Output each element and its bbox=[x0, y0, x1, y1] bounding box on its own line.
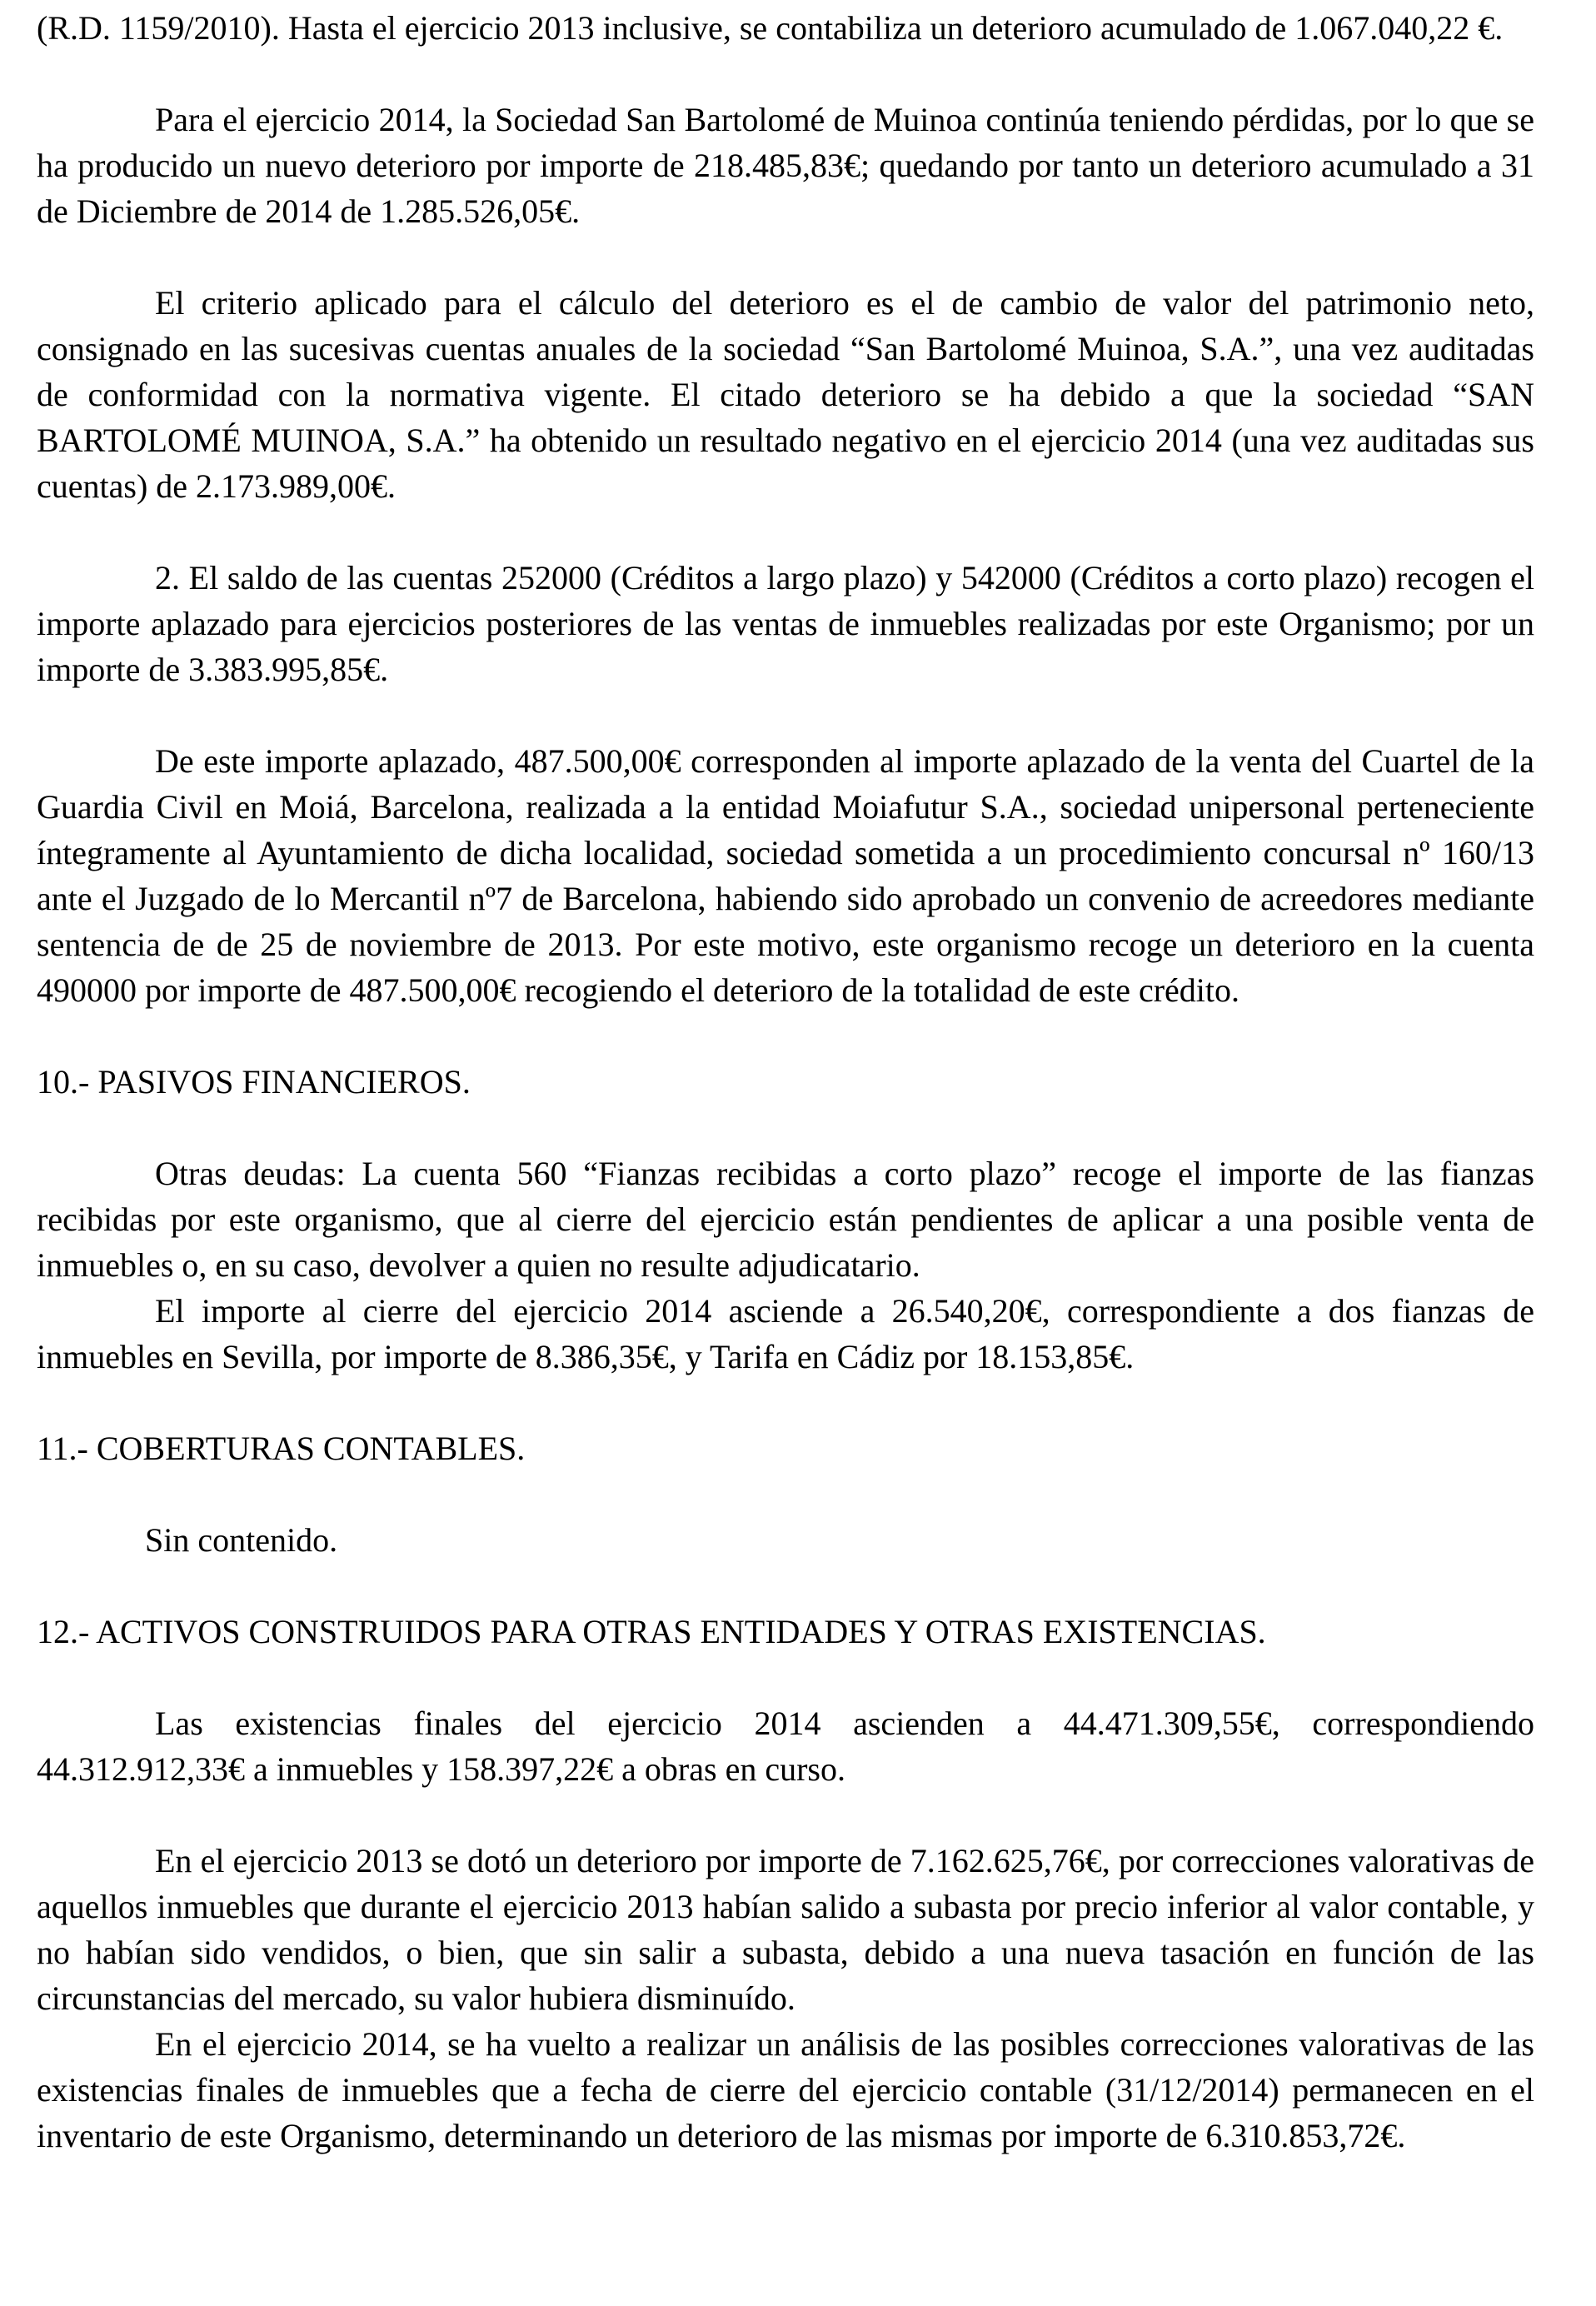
paragraph-importe-aplazado-moia: De este importe aplazado, 487.500,00€ corresponden al importe aplazado de la venta del Cuartel de la Guardia Civil en Moiá, Barcelona, realizada a la entidad Moiafutur S.A., sociedad unipersonal perteneciente íntegramente al Ayuntamiento de dicha localidad, sociedad sometida a un procedimiento concursal nº 160/13 ante el Juzgado de lo Mercantil nº7 de Barcelona, habiendo sido aprobado un convenio de acreedores mediante sentencia de de 25 de noviembre de 2013. Por este motivo, este organismo recoge un deterioro en la cuenta 490000 por importe de 487.500,00€ recogiendo el deterioro de la totalidad de este crédito. bbox=[37, 742, 1534, 1009]
document-page bbox=[37, 5, 1534, 2159]
paragraph-saldo-cuentas-creditos: 2. El saldo de las cuentas 252000 (Créditos a largo plazo) y 542000 (Créditos a corto plazo) recogen el importe aplazado para ejercicios posteriores de las ventas de inmuebles realizadas por este Organismo; por un importe de 3.383.995,85€. bbox=[37, 559, 1534, 688]
paragraph-importe-cierre-fianzas: El importe al cierre del ejercicio 2014 asciende a 26.540,20€, correspondiente a dos fianzas de inmuebles en Sevilla, por importe de 8.386,35€, y Tarifa en Cádiz por 18.153,85€. bbox=[37, 1292, 1534, 1375]
section-heading-activos-construidos: 12.- ACTIVOS CONSTRUIDOS PARA OTRAS ENTIDADES Y OTRAS EXISTENCIAS. bbox=[37, 1613, 1266, 1650]
paragraph-ejercicio-2014-perdidas: Para el ejercicio 2014, la Sociedad San Bartolomé de Muinoa continúa teniendo pérdidas, por lo que se ha producido un nuevo deterioro por importe de 218.485,83€; quedando por tanto un deterioro acumulado a 31 de Diciembre de 2014 de 1.285.526,05€. bbox=[37, 101, 1534, 230]
paragraph-criterio-deterioro: El criterio aplicado para el cálculo del deterioro es el de cambio de valor del patrimonio neto, consignado en las sucesivas cuentas anuales de la sociedad “San Bartolomé Muinoa, S.A.”, una vez auditadas de conformidad con la normativa vigente. El citado deterioro se ha debido a que la sociedad “SAN BARTOLOMÉ MUINOA, S.A.” ha obtenido un resultado negativo en el ejercicio 2014 (una vez auditadas sus cuentas) de 2.173.989,00€. bbox=[37, 284, 1534, 505]
paragraph-deterioro-acumulado-2013: (R.D. 1159/2010). Hasta el ejercicio 2013 inclusive, se contabiliza un deterioro acumulado de 1.067.040,22 €. bbox=[37, 9, 1504, 47]
section-heading-pasivos-financieros: 10.- PASIVOS FINANCIEROS. bbox=[37, 1063, 471, 1101]
paragraph-analisis-correcciones-2014: En el ejercicio 2014, se ha vuelto a realizar un análisis de las posibles correcciones valorativas de las existencias finales de inmuebles que a fecha de cierre del ejercicio contable (31/12/2014) permanecen en el inventario de este Organismo, determinando un deterioro de las mismas por importe de 6.310.853,72€. bbox=[37, 2025, 1534, 2154]
paragraph-existencias-finales: Las existencias finales del ejercicio 2014 ascienden a 44.471.309,55€, correspondiendo 44.312.912,33€ a inmuebles y 158.397,22€ a obras en curso. bbox=[37, 1705, 1534, 1788]
paragraph-otras-deudas-fianzas: Otras deudas: La cuenta 560 “Fianzas recibidas a corto plazo” recoge el importe de las fianzas recibidas por este organismo, que al cierre del ejercicio están pendientes de aplicar a una posible venta de inmuebles o, en su caso, devolver a quien no resulte adjudicatario. bbox=[37, 1155, 1534, 1284]
section-heading-coberturas-contables: 11.- COBERTURAS CONTABLES. bbox=[37, 1430, 526, 1467]
paragraph-sin-contenido: Sin contenido. bbox=[145, 1521, 338, 1559]
paragraph-deterioro-2013: En el ejercicio 2013 se dotó un deterioro por importe de 7.162.625,76€, por correcciones valorativas de aquellos inmuebles que durante el ejercicio 2013 habían salido a subasta por precio inferior al valor contable, y no habían sido vendidos, o bien, que sin salir a subasta, debido a una nueva tasación en función de las circunstancias del mercado, su valor hubiera disminuído. bbox=[37, 1842, 1534, 2017]
